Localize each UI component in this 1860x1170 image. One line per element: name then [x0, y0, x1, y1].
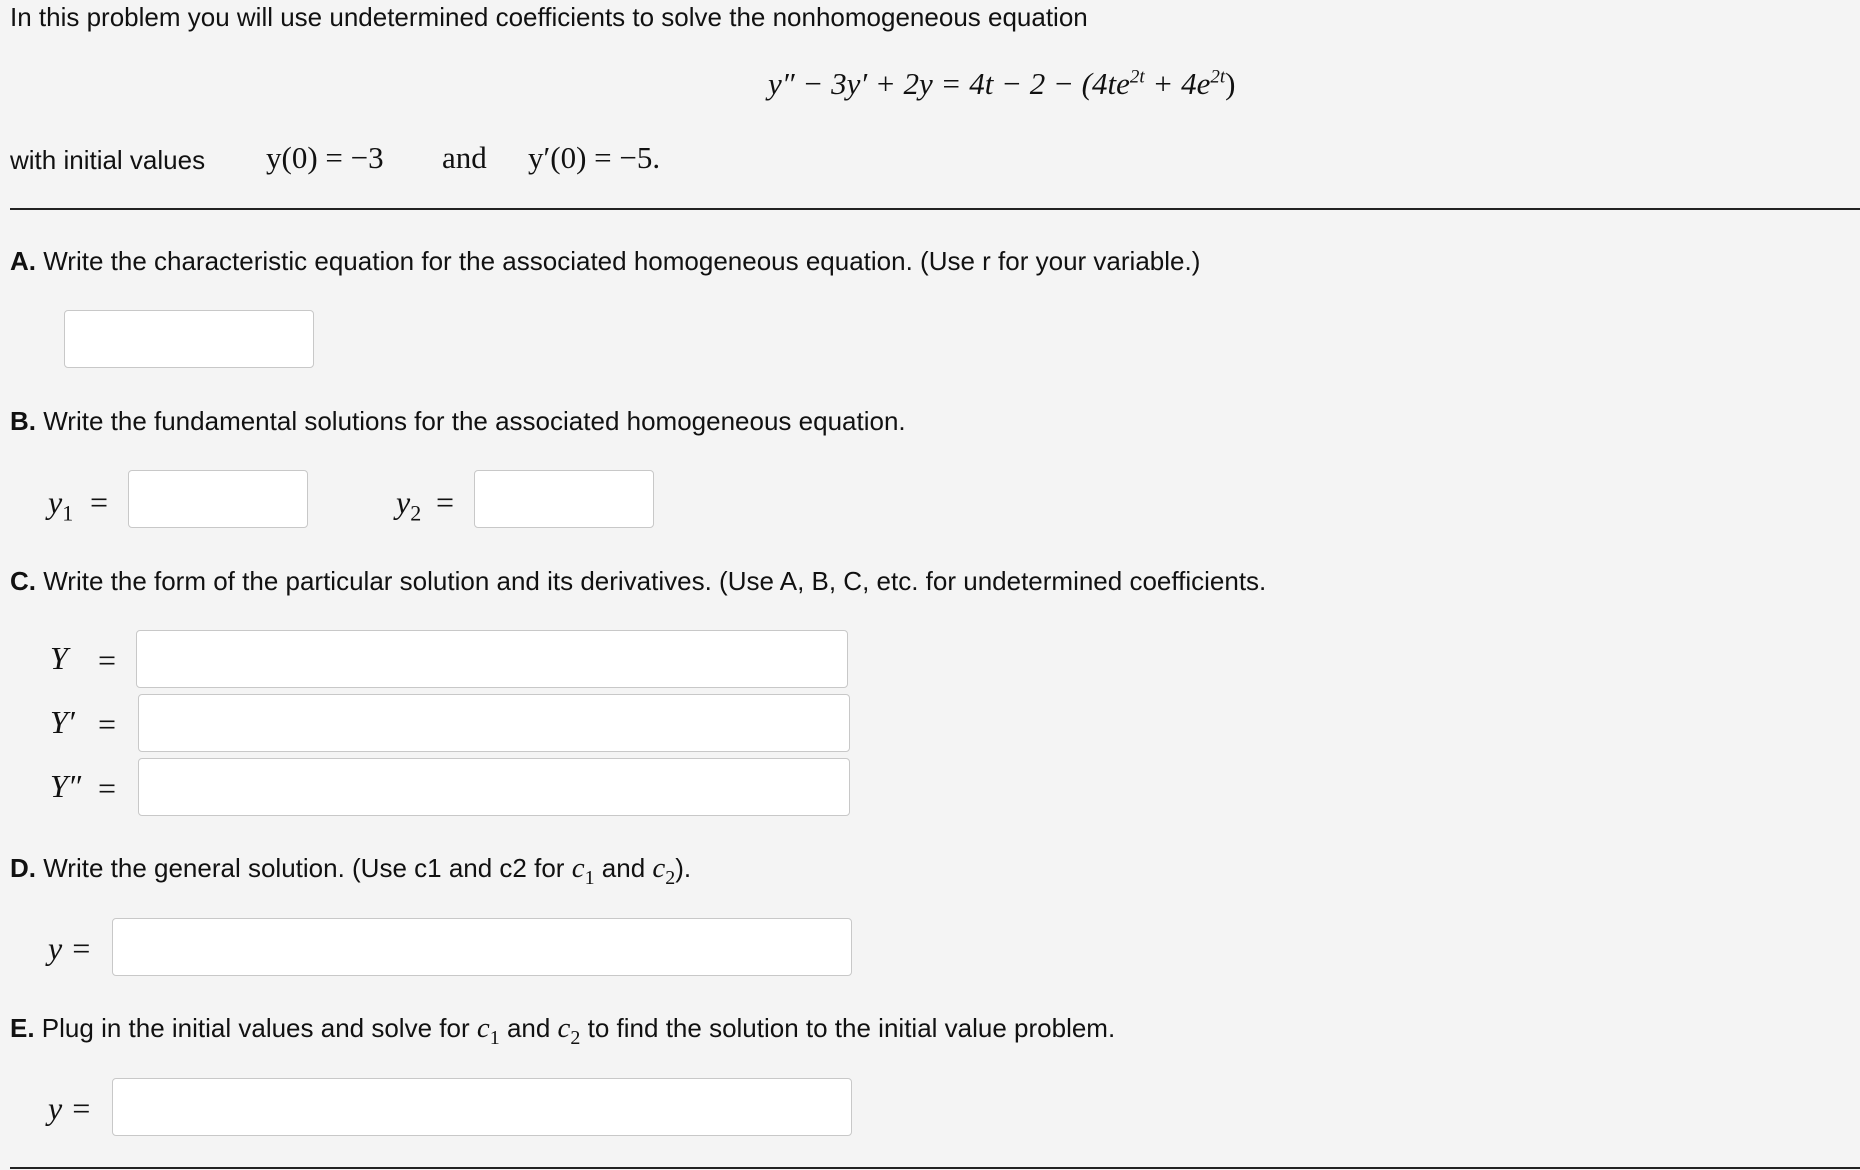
- top-divider: [10, 208, 1860, 210]
- part-c-prompt: [10, 566, 1266, 597]
- general-solution-label: y =: [48, 930, 92, 966]
- part-b-prompt: [10, 406, 906, 437]
- part-a-letter: A.: [10, 246, 36, 276]
- Y-prime-label: Y′: [50, 704, 75, 740]
- initial-and: and: [442, 140, 487, 175]
- equation-exponent-1: 2t: [1129, 66, 1145, 88]
- Y-equals: =: [98, 642, 117, 678]
- initial-condition-1: y(0) = −3: [266, 140, 384, 175]
- y1-input[interactable]: [128, 470, 308, 528]
- y1-label: $y_1$: [48, 484, 74, 526]
- ivp-solution-input[interactable]: [112, 1078, 852, 1136]
- equation-lhs: y″ − 3y′ + 2y = 4t − 2 − (4te: [768, 66, 1130, 101]
- particular-solution-input[interactable]: [136, 630, 848, 688]
- part-c-text: Write the form of the particular solution and its derivatives. (Use A, B, C, etc. for undetermined coefficients.: [36, 566, 1267, 596]
- Y-double-prime-equals: =: [98, 770, 117, 806]
- equation-mid: + 4e: [1144, 66, 1211, 101]
- initial-condition-2: y′(0) = −5.: [528, 140, 661, 175]
- y2-input[interactable]: [474, 470, 654, 528]
- part-e-prompt: E. Plug in the initial values and solve for $c_1$ and $c_2$ to find the solution to the initial value problem.: [10, 1012, 1116, 1049]
- particular-second-derivative-input[interactable]: [138, 758, 850, 816]
- intro-text: In this problem you will use undetermined coefficients to solve the nonhomogeneous equation: [10, 2, 1088, 32]
- particular-first-derivative-input[interactable]: [138, 694, 850, 752]
- part-a-text: Write the characteristic equation for the associated homogeneous equation. (Use r for your variable.): [36, 246, 1201, 276]
- part-e-letter: E.: [10, 1013, 35, 1043]
- part-b-text: Write the fundamental solutions for the associated homogeneous equation.: [36, 406, 906, 436]
- y2-label: $y_2$: [396, 484, 422, 526]
- part-d-prompt: D. Write the general solution. (Use c1 and c2 for $c_1$ and $c_2$).: [10, 852, 692, 889]
- Y-double-prime-label: Y″: [50, 768, 82, 804]
- initial-values-label: with initial values: [10, 145, 206, 175]
- part-b-letter: B.: [10, 406, 36, 436]
- Y-prime-equals: =: [98, 706, 117, 742]
- general-solution-input[interactable]: [112, 918, 852, 976]
- part-c-letter: C.: [10, 566, 36, 596]
- bottom-divider: [10, 1167, 1860, 1169]
- ivp-solution-label: y =: [48, 1090, 92, 1126]
- equation-close-paren: ): [1225, 66, 1236, 101]
- equation-exponent-2: 2t: [1210, 66, 1226, 88]
- part-a-prompt: [10, 246, 1200, 277]
- part-d-letter: D.: [10, 853, 36, 883]
- main-equation: [768, 66, 1235, 102]
- y1-equals: =: [90, 484, 109, 520]
- characteristic-equation-input[interactable]: [64, 310, 314, 368]
- Y-label: Y: [50, 640, 68, 676]
- y2-equals: =: [436, 484, 455, 520]
